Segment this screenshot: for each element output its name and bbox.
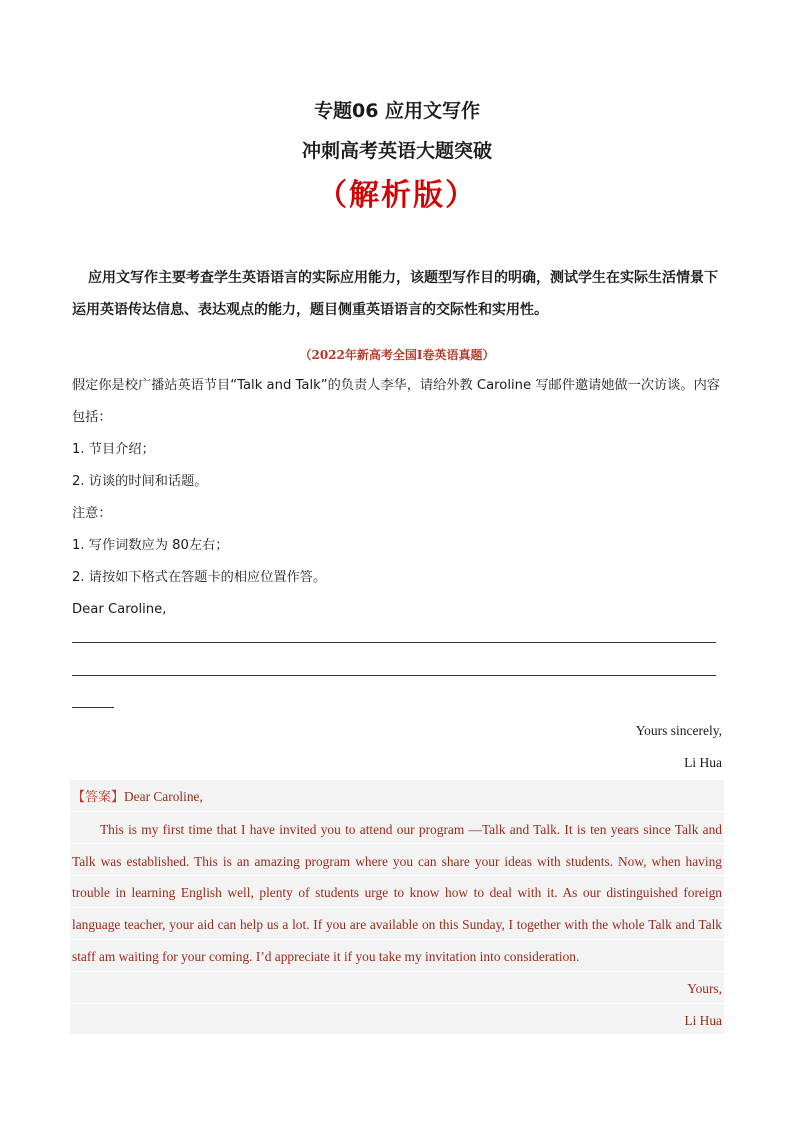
intro-paragraph: 应用文写作主要考查学生英语语言的实际应用能力，该题型写作目的明确，测试学生在实际生活情景下运用英语传达信息、表达观点的能力，题目侧重英语语言的交际性和实用性。 [72, 270, 718, 318]
answer-content [72, 781, 722, 1036]
answer-greeting-line [72, 781, 722, 814]
answer-body: This is my first time that I have invited you to attend our program —Talk and Talk. It is ten years since Talk and Talk was established. This is an amazing program where you can share your ideas with students. Now, when having trouble in learning English well, plenty of students urge to know how to deal with it. As our distinguished foreign language teacher, your aid can help us a lot. If you are available on this Sunday, I together with the whole Talk and Talk staff am waiting for your coming. I’d appreciate it if you take my invitation into consideration. [72, 821, 722, 964]
answer-line [72, 675, 716, 676]
letter-greeting: Dear Caroline, [72, 602, 167, 617]
letter-signature: Li Hua [684, 755, 722, 770]
answer-greeting: Dear Caroline, [124, 789, 203, 804]
title-topic: 专题06 应用文写作 [313, 100, 481, 122]
answer-tag: 【答案】 [72, 790, 125, 805]
exam-source: （2022年新高考全国Ⅰ卷英语真题） [299, 348, 495, 362]
note-item-1: 1. 写作词数应为 80左右； [72, 538, 229, 553]
answer-line [72, 642, 716, 643]
answer-signature: Li Hua [684, 1012, 722, 1028]
prompt-text: 假定你是校广播站英语节目“Talk and Talk”的负责人李华，请给外教 Caroline 写邮件邀请她做一次访谈。内容包括： [72, 378, 720, 425]
letter-closing: Yours sincerely, [635, 723, 722, 738]
note-item-2: 2. 请按如下格式在答题卡的相应位置作答。 [72, 570, 327, 585]
title-edition: （解析版） [317, 178, 477, 213]
content-item-2: 2. 访谈的时间和话题。 [72, 474, 208, 489]
answer-line-short [72, 707, 114, 708]
title-subject: 冲刺高考英语大题突破 [301, 140, 492, 162]
content-item-1: 1. 节目介绍； [72, 442, 155, 457]
writing-prompt [72, 370, 724, 626]
answer-closing: Yours, [687, 980, 722, 996]
note-label: 注意： [72, 506, 112, 521]
